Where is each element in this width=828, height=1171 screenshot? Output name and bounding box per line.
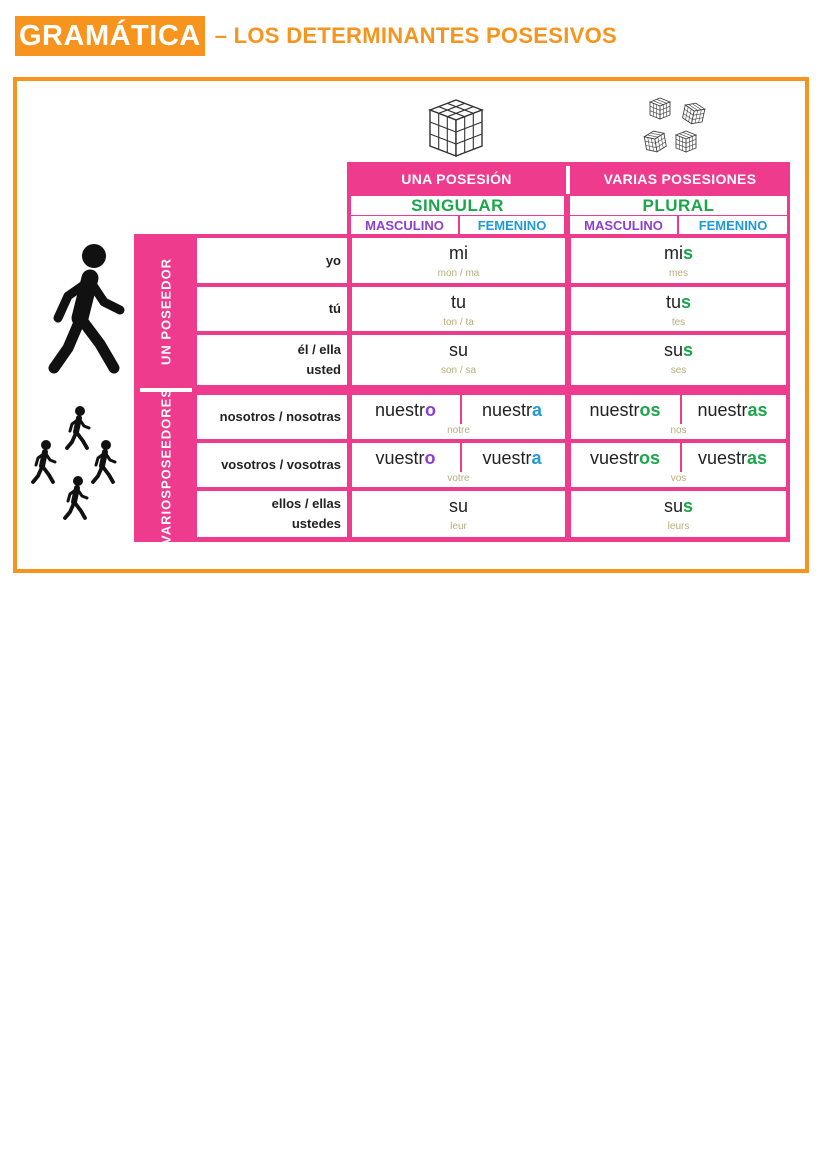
word-stem: nuestr <box>481 400 532 420</box>
word-stem: mi <box>449 243 468 263</box>
word-stem: vuestr <box>375 448 425 468</box>
singular-form <box>451 292 466 312</box>
gender-divider <box>680 443 682 472</box>
walking-person-icon <box>44 240 132 378</box>
word-stem: tu <box>665 292 681 312</box>
french-equivalent: notre <box>447 425 470 436</box>
word-ending: a <box>531 400 542 420</box>
singular-form <box>449 243 468 263</box>
word-ending: s <box>682 243 693 263</box>
singular-label: SINGULAR <box>351 196 564 215</box>
pronoun-cell <box>196 286 348 332</box>
pronoun-cell <box>196 394 348 440</box>
word-stem: vuestr <box>482 448 532 468</box>
word-stem: nuestr <box>374 400 425 420</box>
plural-form <box>664 496 693 516</box>
una-posesion-header: UNA POSESIÓN <box>347 162 566 196</box>
masculine-form <box>375 448 435 469</box>
plural-determiner-cell <box>570 442 787 488</box>
pronoun-text: ellos / ellas <box>271 496 341 511</box>
singular-determiner-cell <box>351 490 566 538</box>
pronoun-cell <box>196 490 348 538</box>
plural-form <box>666 292 691 312</box>
plural-label: PLURAL <box>570 196 787 215</box>
word-stem: vuestr <box>697 448 747 468</box>
plural-determiner-cell <box>570 394 787 440</box>
word-stem: tu <box>450 292 466 312</box>
gender-divider <box>680 395 682 424</box>
plural-form-row <box>571 292 786 313</box>
masculine-form <box>589 400 660 421</box>
word-ending: as <box>747 400 768 420</box>
word-stem: nuestr <box>697 400 748 420</box>
french-equivalent: mon / ma <box>437 268 480 279</box>
plural-femenino-label: FEMENINO <box>679 216 787 234</box>
french-equivalent: son / sa <box>440 365 477 376</box>
heading-title: – LOS DETERMINANTES POSESIVOS <box>214 23 618 48</box>
french-equivalent: votre <box>447 473 470 484</box>
plural-form-row <box>571 243 786 264</box>
header-divider <box>566 166 570 194</box>
pronoun-text: vosotros / vosotras <box>221 457 341 472</box>
gender-divider <box>460 395 462 424</box>
plural-determiner-cell <box>570 334 787 386</box>
plural-determiner-cell <box>570 490 787 538</box>
singular-femenino-label: FEMENINO <box>460 216 564 234</box>
plural-form-row <box>571 496 786 517</box>
word-stem: su <box>448 496 468 516</box>
varios-poseedores-label: VARIOS POSEEDORES <box>158 388 174 544</box>
singular-form-row <box>352 243 565 264</box>
masculine-form <box>375 400 436 421</box>
un-poseedor-label: UN POSEEDOR <box>158 257 174 365</box>
pronoun-text: ustedes <box>291 516 341 531</box>
singular-determiner-cell <box>351 334 566 386</box>
word-stem: vuestr <box>589 448 639 468</box>
plural-gender-forms <box>571 400 786 421</box>
plural-form <box>664 340 693 360</box>
singular-masculino-label: MASCULINO <box>351 216 458 234</box>
word-ending: s <box>683 496 694 516</box>
plural-form-row <box>571 340 786 361</box>
singular-determiner-cell <box>351 394 566 440</box>
word-ending: o <box>425 400 436 420</box>
feminine-form <box>482 448 541 469</box>
french-equivalent: ses <box>670 365 687 376</box>
pronoun-cell <box>196 334 348 386</box>
french-equivalent: leurs <box>667 521 690 532</box>
word-ending: s <box>681 292 692 312</box>
masculine-form <box>590 448 660 469</box>
singular-determiner-cell <box>351 286 566 332</box>
french-equivalent: mes <box>669 268 688 279</box>
french-equivalent: tes <box>671 317 686 328</box>
pronoun-cell <box>196 442 348 488</box>
gender-divider <box>460 443 462 472</box>
feminine-form <box>698 448 767 469</box>
pronoun-text: usted <box>306 362 341 377</box>
pronoun-text: tú <box>328 301 341 316</box>
singular-gender-forms <box>352 400 565 421</box>
singular-form-row <box>352 496 565 517</box>
page-heading <box>15 16 617 56</box>
walking-group-icon <box>26 404 130 540</box>
heading-tag: GRAMÁTICA <box>15 16 205 56</box>
singular-form <box>449 340 468 360</box>
singular-determiner-cell <box>351 442 566 488</box>
plural-gender-forms <box>571 448 786 469</box>
word-ending: a <box>531 448 542 468</box>
pronoun-text: nosotros / nosotras <box>219 409 341 424</box>
word-stem: su <box>448 340 468 360</box>
pronoun-cell <box>196 237 348 284</box>
word-stem: su <box>663 496 683 516</box>
word-stem: su <box>663 340 683 360</box>
word-ending: os <box>639 448 661 468</box>
french-equivalent: nos <box>670 425 687 436</box>
word-stem: nuestr <box>589 400 640 420</box>
singular-form-row <box>352 340 565 361</box>
feminine-form <box>697 400 767 421</box>
rubik-cubes-group-icon <box>640 94 712 160</box>
word-ending: o <box>424 448 436 468</box>
singular-gender-forms <box>352 448 565 469</box>
french-equivalent: leur <box>450 521 467 532</box>
word-ending: as <box>746 448 768 468</box>
rubik-cube-icon <box>424 96 488 160</box>
singular-determiner-cell <box>351 237 566 284</box>
plural-determiner-cell <box>570 286 787 332</box>
word-ending: s <box>683 340 694 360</box>
word-stem: mi <box>663 243 683 263</box>
singular-form <box>449 496 468 516</box>
plural-masculino-label: MASCULINO <box>570 216 677 234</box>
french-equivalent: ton / ta <box>443 317 474 328</box>
pronoun-text: él / ella <box>297 342 341 357</box>
word-ending: os <box>639 400 661 420</box>
french-equivalent: vos <box>670 473 687 484</box>
plural-determiner-cell <box>570 237 787 284</box>
feminine-form <box>482 400 542 421</box>
singular-form-row <box>352 292 565 313</box>
plural-form <box>664 243 693 263</box>
pronoun-text: yo <box>325 252 341 268</box>
varias-posesiones-header: VARIAS POSESIONES <box>570 162 790 196</box>
